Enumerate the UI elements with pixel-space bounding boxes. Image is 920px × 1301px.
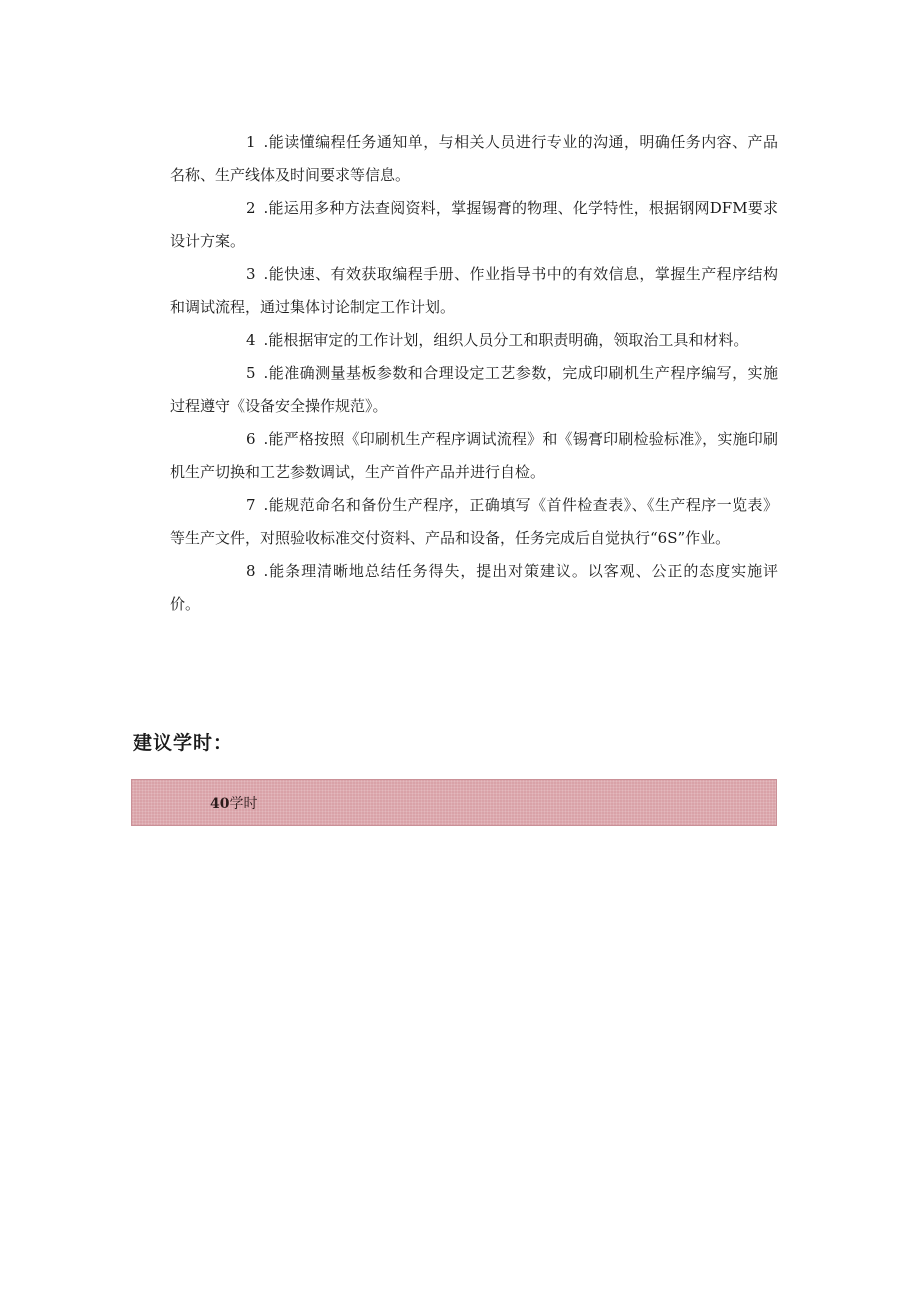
hours-unit: 学时	[229, 796, 258, 812]
objective-text: .能根据审定的工作计划，组织人员分工和职责明确，领取治工具和材料。	[263, 331, 749, 349]
objective-item	[170, 192, 778, 258]
objective-item	[170, 357, 778, 423]
objective-item	[170, 126, 778, 192]
learning-objectives-list	[170, 126, 778, 621]
objective-text: .能准确测量基板参数和合理设定工艺参数，完成印刷机生产程序编写，实施过程遵守《设备安全操作规范》。	[170, 364, 778, 415]
objective-number: 3	[246, 265, 256, 283]
objective-text: .能严格按照《印刷机生产程序调试流程》和《锡膏印刷检验标准》，实施印刷机生产切换和工艺参数调试，生产首件产品并进行自检。	[170, 430, 778, 481]
objective-item	[170, 555, 778, 621]
objective-number: 1	[246, 133, 256, 151]
objective-text: .能读懂编程任务通知单，与相关人员进行专业的沟通，明确任务内容、产品名称、生产线体及时间要求等信息。	[170, 133, 778, 184]
objective-text: .能条理清晰地总结任务得失，提出对策建议。以客观、公正的态度实施评价。	[170, 562, 778, 613]
objective-item	[170, 258, 778, 324]
objective-number: 5	[246, 364, 256, 382]
objective-text: .能规范命名和备份生产程序，正确填写《首件检查表》、《生产程序一览表》等生产文件，对照验收标准交付资料、产品和设备，任务完成后自觉执行“6S”作业。	[170, 496, 778, 547]
objective-number: 4	[246, 331, 256, 349]
objective-number: 2	[246, 199, 256, 217]
objective-item	[170, 324, 778, 357]
suggested-hours-value	[210, 793, 257, 813]
objective-item	[170, 423, 778, 489]
hours-number: 40	[210, 796, 230, 812]
objective-number: 7	[246, 496, 256, 514]
suggested-hours-box	[131, 779, 777, 826]
suggested-hours-heading: 建议学时：	[133, 732, 234, 754]
objective-number: 8	[246, 562, 256, 580]
objective-item	[170, 489, 778, 555]
objective-text: .能运用多种方法查阅资料，掌握锡膏的物理、化学特性，根据钢网DFM要求设计方案。	[170, 199, 778, 250]
objective-number: 6	[246, 430, 256, 448]
objective-text: .能快速、有效获取编程手册、作业指导书中的有效信息，掌握生产程序结构和调试流程，通过集体讨论制定工作计划。	[170, 265, 778, 316]
